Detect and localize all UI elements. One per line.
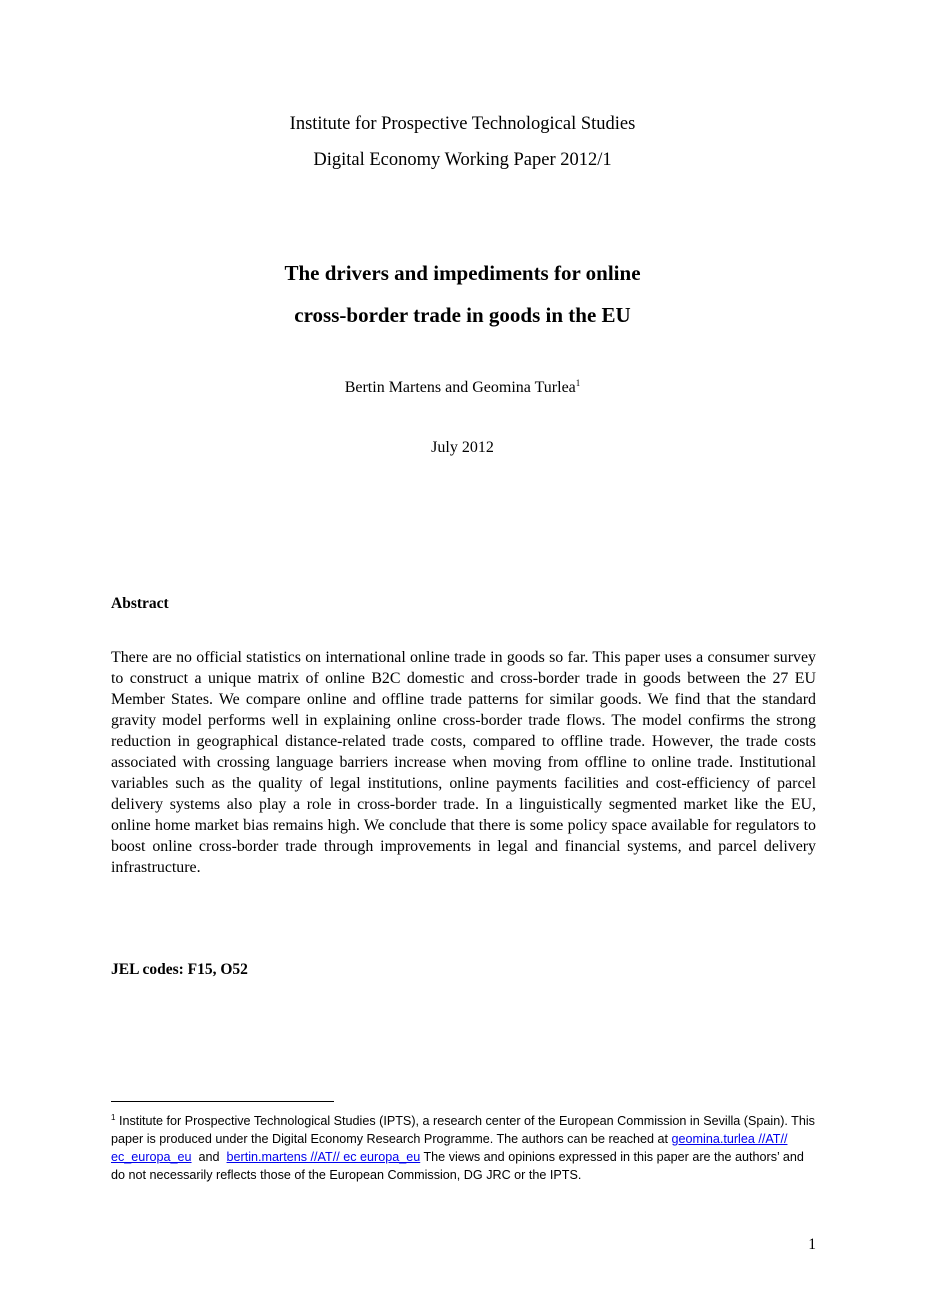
publication-date: July 2012 [431, 439, 494, 456]
paper-title-line-2: cross-border trade in goods in the EU [294, 303, 631, 327]
paper-title-line-1: The drivers and impediments for online [284, 261, 641, 285]
footnote-marker: 1 [111, 1113, 116, 1122]
institute-name: Institute for Prospective Technological Studies [289, 114, 636, 134]
footnote-divider [111, 1101, 334, 1102]
abstract-text: There are no official statistics on international online trade in goods so far. This paper uses a consumer survey to construct a unique matrix of online B2C domestic and cross-border trade in goods between the 27 EU Member States. We compare online and offline trade patterns for similar goods. We find that the standard gravity model performs well in explaining online cross-border trade flows. The model confirms the strong reduction in geographical distance-related trade costs, compared to offline trade. However, the trade costs associated with crossing language barriers increase when moving from offline to online trade. Institutional variables such as the quality of legal institutions, online payments facilities and cost-efficiency of parcel delivery systems also play a role in cross-border trade. In a linguistically segmented market like the EU, online home market bias remains high. We conclude that there is some policy space available for regulators to boost online cross-border trade through improvements in legal and financial systems, and parcel delivery infrastructure. [111, 649, 816, 876]
abstract-heading: Abstract [111, 595, 169, 612]
footnote [111, 1109, 816, 1184]
page-number: 1 [808, 1236, 816, 1253]
jel-codes: JEL codes: F15, O52 [111, 961, 248, 978]
email-link-martens[interactable]: bertin.martens //AT// ec europa_eu [226, 1150, 421, 1164]
footnote-text-1: Institute for Prospective Technological Studies (IPTS), a research center of the European Commission in Sevilla (Spain). This paper is produced under the Digital Economy Research Programme. The authors can be reached at [111, 1114, 815, 1146]
author-footnote-marker[interactable]: 1 [575, 378, 581, 388]
working-paper-label: Digital Economy Working Paper 2012/1 [313, 150, 612, 170]
authors [0, 372, 925, 399]
footnote-text-2: and [191, 1150, 227, 1164]
author-names: Bertin Martens and Geomina Turlea [344, 379, 576, 396]
footnote-text-3: The views and opinions expressed in this paper are the authors’ and do not necessarily reflects those of the European Commission, DG JRC or the IPTS. [111, 1150, 804, 1182]
email-link-turlea[interactable]: geomina.turlea //AT// ec_europa_eu [111, 1132, 788, 1164]
